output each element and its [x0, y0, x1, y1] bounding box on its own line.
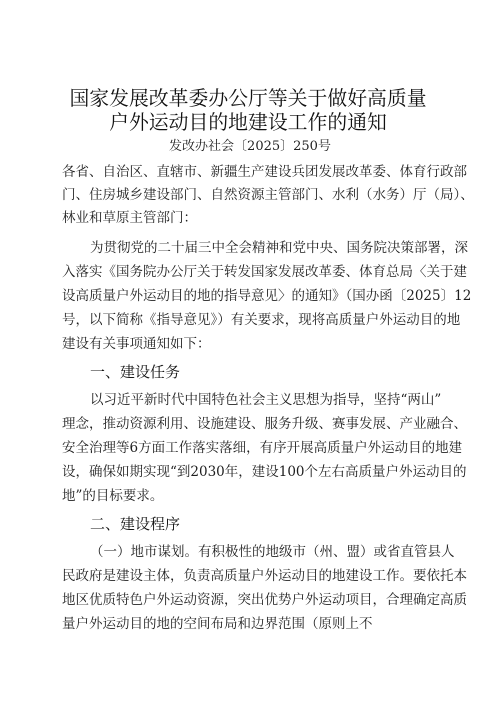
tasks-line-1: 以习近平新时代中国特色社会主义思想为指导，坚持“两山” — [90, 392, 442, 408]
document-number: 发改办社会〔2025〕250号 — [169, 139, 331, 154]
intro-line-2: 入落实《国务院办公厅关于转发国家发展改革委、体育总局〈关于建 — [62, 264, 467, 280]
intro-line-4: 号，以下简称《指导意见》）有关要求，现将高质量户外运动目的地 — [62, 312, 461, 328]
tasks-line-4: 设，确保如期实现“到2030年，建设100个左右高质量户外运动目的 — [62, 464, 467, 480]
tasks-line-2: 理念，推动资源利用、设施建设、服务升级、赛事发展、产业融合、 — [62, 416, 467, 432]
intro-line-1: 为贯彻党的二十届三中全会精神和党中央、国务院决策部署，深 — [90, 240, 468, 256]
addressee-line-1: 各省、自治区、直辖市、新疆生产建设兵团发展改革委、体育行政部 — [62, 164, 467, 180]
intro-line-3: 设高质量户外运动目的地的指导意见〉的通知》（国办函〔2025〕12 — [62, 288, 472, 304]
tasks-line-5: 地”的目标要求。 — [62, 488, 164, 504]
document-title-line-2: 户外运动目的地建设工作的通知 — [109, 110, 387, 134]
addressee-line-3: 林业和草原主管部门： — [62, 210, 197, 226]
procedure-line-2: 民政府是建设主体，负责高质量户外运动目的地建设工作。要依托本 — [62, 568, 467, 584]
section-heading-procedure: 二、建设程序 — [90, 515, 181, 533]
procedure-line-1: （一）地市谋划。有积极性的地级市（州、盟）或省直管县人 — [90, 544, 455, 560]
section-heading-tasks: 一、建设任务 — [90, 363, 181, 381]
document-title-line-1: 国家发展改革委办公厅等关于做好高质量 — [69, 86, 427, 110]
intro-line-5: 建设有关事项通知如下： — [62, 336, 211, 352]
procedure-line-4: 量户外运动目的地的空间布局和边界范围（原则上不 — [62, 616, 373, 632]
addressee-line-2: 门、住房城乡建设部门、自然资源主管部门、水利（水务）厅（局）、 — [62, 187, 474, 203]
tasks-line-3: 安全治理等6方面工作落实落细，有序开展高质量户外运动目的地建 — [62, 440, 463, 456]
procedure-line-3: 地区优质特色户外运动资源，突出优势户外运动项目，合理确定高质 — [62, 592, 467, 608]
